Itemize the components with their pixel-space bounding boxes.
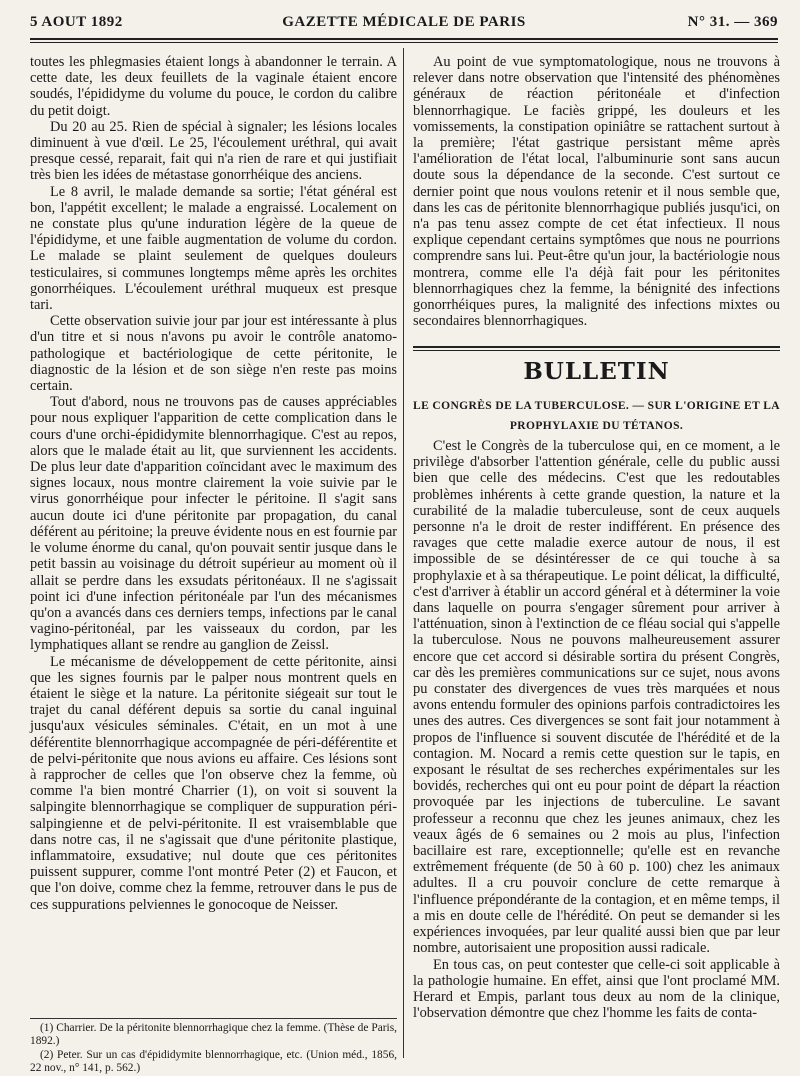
paragraph: Du 20 au 25. Rien de spécial à signaler; les lésions locales diminuent à vue d'œil. Le 25, l'écoulement uréthral, qui avait presque cessé, reparait, fait qui n'a rien de rare et qui justifiait très bien les idées de métastase gonorrhéique des anciens. bbox=[30, 118, 397, 184]
paragraph: C'est le Congrès de la tuberculose qui, en ce moment, a le privilège d'absorber l'attention générale, celle du public aussi bien que celle des médecins. C'est que les redoutables problèmes inhérents à cette grande question, la nature et la curabilité de la maladie tuberculeuse, sont de ceux auquels personne n'a le droit de rester indifférent. En présence des ravages que cette maladie exerce autour de nous, il est impossible de se désintéresser de ce qui touche à sa prophylaxie et à sa thérapeutique. Le point délicat, la difficulté, c'est d'arriver à établir un accord général et à déterminer la voie dans laquelle on pourra s'engager sûrement pour arriver à l'atténuation, sinon à l'extinction de ce fléau social qui s'appelle la tuberculose. Nous ne pouvons malheureusement assurer encore que cet accord si désirable sortira du présent Congrès, car dès les premières communications sur ce sujet, nous avons pu constater des divergences de vues très marquées et nous avons entendu formuler des opinions parfois contradictoires les unes des autres. Ces divergences se sont fait jour notamment à propos de l'influence si souvent discutée de l'hérédité et de la contagion. M. Nocard a remis cette question sur le tapis, en exposant le résultat de ses recherches expérimentales sur les bovidés, recherches qui ont eu pour point de départ la réaction provoquée par les injections de tuberculine. Le savant professeur a reconnu que chez les jeunes animaux, chez les veaux âgés de 6 semaines ou 2 mois au plus, l'infection bacillaire est rare, exceptionnelle; qu'elle est en revanche extrêmement fréquente (de 50 à 60 p. 100) chez les animaux adultes. Il a cru pouvoir conclure de cette remarque à l'influence prépondérante de la contagion, et en même temps, il a mis en doute celle de l'hérédité. On peut se demander si les expériences invoquées, par leur qualité aussi bien que par leur nombre, autorisaient une proposition aussi radicale. bbox=[413, 438, 780, 957]
bulletin-rule bbox=[413, 346, 780, 351]
issue-number-page: N° 31. — 369 bbox=[687, 14, 778, 30]
paragraph: Le 8 avril, le malade demande sa sortie; l'état général est bon, l'appétit excellent; le malade a engraissé. Localement on ne constate plus qu'une induration légère de la queue de l'épididyme, et une faible augmentation de volume du cordon. Le malade se plaint seulement de quelques douleurs testiculaires, si communes longtemps même après les orchites gonorrhéiques. L'écoulement uréthral muqueux est presque tari. bbox=[30, 183, 397, 314]
footnotes bbox=[30, 1022, 397, 1076]
footnote: (2) Peter. Sur un cas d'épididymite blennorrhagique, etc. (Union méd., 1856, 22 nov., n° 141, p. 562.) bbox=[30, 1048, 397, 1075]
footnote-rule bbox=[30, 1018, 397, 1019]
bulletin-heading bbox=[413, 358, 780, 436]
right-column-top bbox=[413, 54, 780, 329]
paragraph: En tous cas, on peut contester que celle-ci soit applicable à la pathologie humaine. En effet, ainsi que l'ont proclamé MM. Herard et Empis, parlant tous deux au nom de la clinique, l'observation démontre que chez l'homme les faits de conta- bbox=[413, 956, 780, 1022]
paragraph: Le mécanisme de développement de cette péritonite, ainsi que les signes fournis par le palper nous montrent quels en étaient le siège et la nature. La péritonite siégeait sur tout le trajet du canal déférent depuis sa sortie du canal inguinal jusqu'aux vésicules séminales. C'était, en un mot à une déférentite blennorrhagique accompagnée de péri-déférentite et de pelvi-péritonite que nous avions eu affaire. Ces lésions sont à rapprocher de celles que l'on observe chez la femme, où comme l'a bien montré Charrier (1), on voit si souvent la salpingite blennorrhagique se compliquer de suppuration péri-salpingienne et de pelvi-péritonite. Il est vraisemblable que dans notre cas, il ne s'agissait que d'une péritonite plastique, inflammatoire, exsudative; nul doute que ces péritonites puissent suppurer, comme l'ont montré Peter (2) et Faucon, et que l'on doive, comme chez la femme, retrouver dans le pus de ces suppurations pelviennes le gonocoque de Neisser. bbox=[30, 653, 397, 913]
paragraph: Au point de vue symptomatologique, nous ne trouvons à relever dans notre observation que l'intensité des phénomènes généraux de réaction péritonéale et d'infection blennorrhagique. Le faciès grippé, les douleurs et les vomissements, la constipation opiniâtre se rattachent surtout à la première; l'état gastrique persistant même après l'amélioration de l'état local, l'albuminurie sont sans aucun doute sous la dépendance de la seconde. C'est surtout ce dernier point que nous voulons retenir et il nous semble que, dans les cas de péritonite blennorrhagique publiés jusqu'ici, on n'a pas tenu assez compte de cet état infectieux. Il nous explique cependant certains symptômes que nous ne pourrions comprendre sans lui. Peut-être qu'un jour, la bactériologie nous montrera, comme elle l'a déjà fait pour les péritonites blennorrhagiques chez la femme, la bénignité des infections gonorrhéiques pures, la malignité des infections mixtes ou secondaires blennorrhagiques. bbox=[413, 54, 780, 330]
paragraph: Tout d'abord, nous ne trouvons pas de causes appréciables pour nous expliquer l'apparition de cette complication dans le cours d'une orchi-épididymite blennorrhagique. C'est au repos, alors que le malade était au lit, que surviennent les accidents. De plus leur date d'apparition coïncidant avec le maximum des signes locaux, nous montre clairement la voie suivie par le virus gonorrhéique pour infecter le péritoine. Il s'agit sans aucun doute ici d'une péritonite par propagation, du canal déférent au péritoine; la preuve évidente nous en est fournie par le volume énorme du canal, qu'on pouvait sentir jusque dans le petit bassin au voisinage du détroit supérieur au moment où il allait se perdre dans les exsudats péritonéaux. Il ne s'agissait point ici d'une infection péritonéale par l'un des mécanismes qu'on a avancés dans ces derniers temps, infections par le canal vagino-péritonéal, par les vaisseaux du cordon, par les lymphatiques allant se rendre au ganglion de Zeissl. bbox=[30, 394, 397, 654]
paragraph: Cette observation suivie jour par jour est intéressante à plus d'un titre et si nous n'avons pu avoir le contrôle anatomo-pathologique et bactériologique de cette péritonite, le diagnostic de la lésion et de son siège n'en reste pas moins certain. bbox=[30, 313, 397, 395]
journal-title: GAZETTE MÉDICALE DE PARIS bbox=[282, 14, 526, 30]
bulletin-body bbox=[413, 438, 780, 1021]
left-column bbox=[30, 54, 397, 913]
header-rule bbox=[30, 38, 778, 43]
issue-date: 5 AOUT 1892 bbox=[30, 14, 123, 30]
paragraph: toutes les phlegmasies étaient longs à abandonner le terrain. A cette date, les deux feuillets de la vaginale étaient encore soudés, l'épididyme du volume du pouce, le cordon du calibre du petit doigt. bbox=[30, 54, 397, 119]
page-header bbox=[30, 14, 778, 38]
bulletin-subtitle: LE CONGRÈS DE LA TUBERCULOSE. — SUR L'ORIGINE ET LA PROPHYLAXIE DU TÉTANOS. bbox=[413, 400, 780, 432]
bulletin-title: BULLETIN bbox=[523, 358, 670, 385]
column-divider bbox=[403, 48, 404, 1058]
footnote: (1) Charrier. De la péritonite blennorrhagique chez la femme. (Thèse de Paris, 1892.) bbox=[30, 1022, 397, 1048]
